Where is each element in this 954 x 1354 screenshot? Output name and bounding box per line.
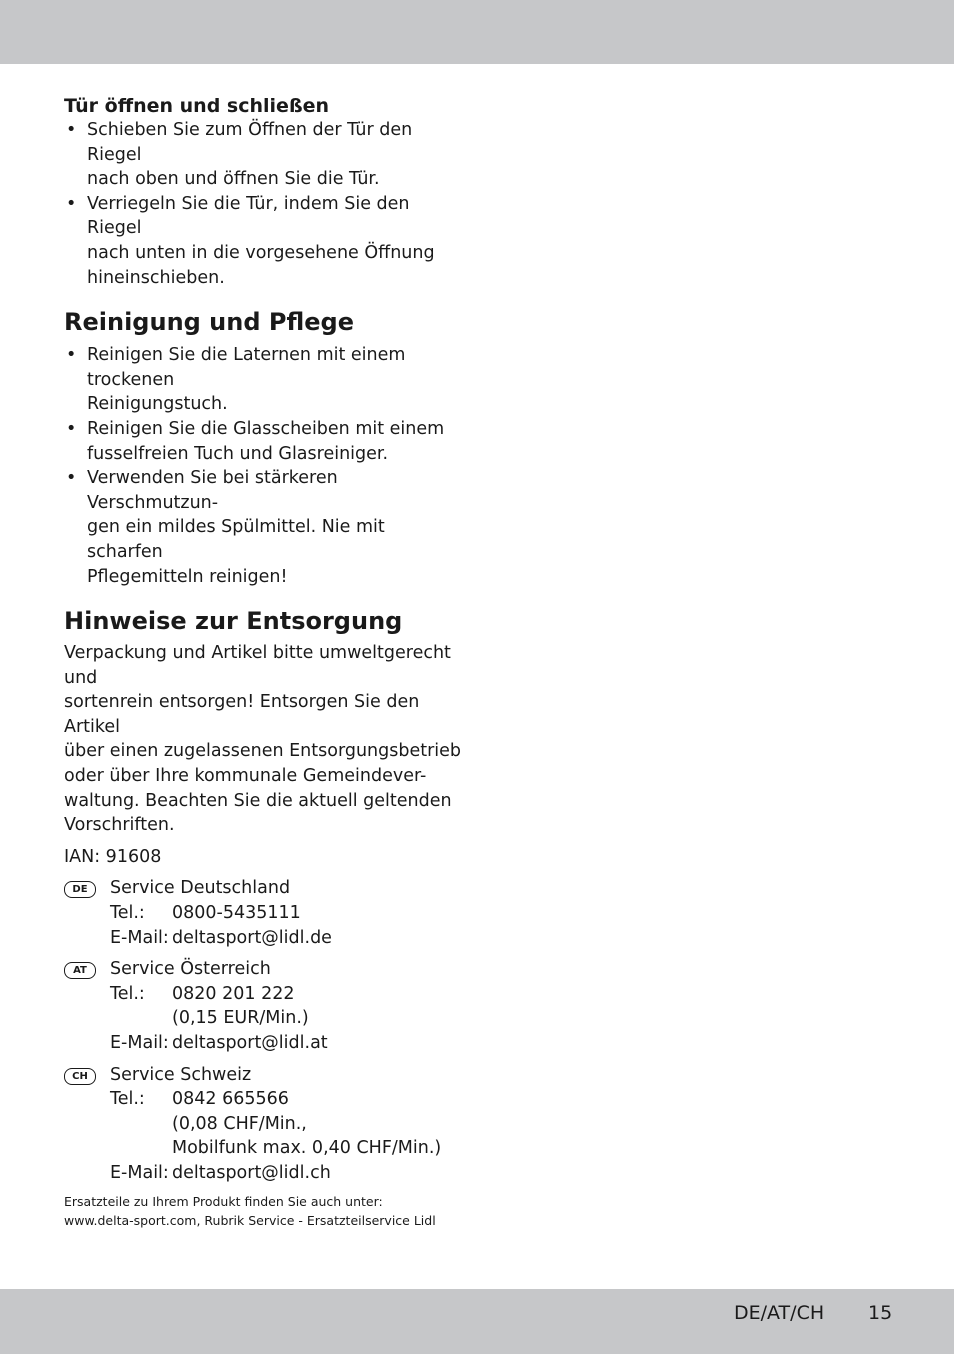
list-item: • Verwenden Sie bei stärkeren Verschmutzun- gen ein mildes Spülmittel. Nie mit scharfen Pflegemitteln reinigen! <box>64 466 464 589</box>
service-at <box>64 957 464 1055</box>
list-item: • Verriegeln Sie die Tür, indem Sie den Riegel nach unten in die vorgesehene Öffnung hineinschieben. <box>64 192 464 290</box>
email-row: E-Mail: deltasport@lidl.at <box>110 1031 464 1056</box>
email-row: E-Mail: deltasport@lidl.de <box>110 926 464 951</box>
footer-region-label: DE/AT/CH <box>734 1302 825 1324</box>
service-ch <box>64 1063 464 1186</box>
list-item: • Schieben Sie zum Öffnen der Tür den Riegel nach oben und öffnen Sie die Tür. <box>64 118 464 192</box>
email-address: deltasport@lidl.de <box>172 927 332 948</box>
email-address: deltasport@lidl.at <box>172 1033 328 1053</box>
page-content <box>64 94 464 1230</box>
email-address: deltasport@lidl.ch <box>172 1162 331 1183</box>
service-name: Service Schweiz <box>110 1064 252 1085</box>
email-row: E-Mail: deltasport@lidl.ch <box>110 1161 464 1186</box>
tel-row: Tel.: 0800-5435111 <box>110 901 464 926</box>
country-badge-de: DE <box>64 881 96 898</box>
service-de <box>64 876 464 950</box>
ian-number: IAN: 91608 <box>64 846 162 867</box>
phone-number: 0842 665566 (0,08 CHF/Min., Mobilfunk max. 0,40 CHF/Min.) <box>172 1089 442 1159</box>
spare-parts-note: Ersatzteile zu Ihrem Produkt finden Sie auch unter: www.delta-sport.com, Rubrik Service - Ersatzteilservice Lidl <box>64 1193 436 1228</box>
door-list <box>64 118 464 290</box>
service-name: Service Österreich <box>110 959 271 980</box>
phone-number: 0800-5435111 <box>172 903 301 924</box>
heading-disposal: Hinweise zur Entsorgung <box>64 607 403 636</box>
tel-row: Tel.: 0820 201 222 (0,15 EUR/Min.) <box>110 982 464 1031</box>
tel-row: Tel.: 0842 665566 (0,08 CHF/Min., Mobilfunk max. 0,40 CHF/Min.) <box>110 1087 464 1161</box>
list-item: • Reinigen Sie die Laternen mit einem trockenen Reinigungstuch. <box>64 343 464 417</box>
cleaning-list <box>64 343 464 589</box>
heading-cleaning: Reinigung und Pflege <box>64 308 355 337</box>
list-item: • Reinigen Sie die Glasscheiben mit einem fusselfreien Tuch und Glasreiniger. <box>64 417 464 466</box>
service-name: Service Deutschland <box>110 878 291 899</box>
page-number: 15 <box>868 1302 893 1324</box>
header-bar <box>0 0 954 64</box>
country-badge-ch: CH <box>64 1068 96 1085</box>
country-badge-at: AT <box>64 962 96 979</box>
phone-number: 0820 201 222 (0,15 EUR/Min.) <box>172 983 309 1029</box>
disposal-text: Verpackung und Artikel bitte umweltgerecht und sortenrein entsorgen! Entsorgen Sie den Artikel über einen zugelassenen Entsorgungsbetrieb oder über Ihre kommunale Gemeindever- waltung. Beachten Sie die aktuell geltenden Vorschriften. <box>64 643 462 836</box>
heading-door: Tür öffnen und schließen <box>64 95 330 117</box>
